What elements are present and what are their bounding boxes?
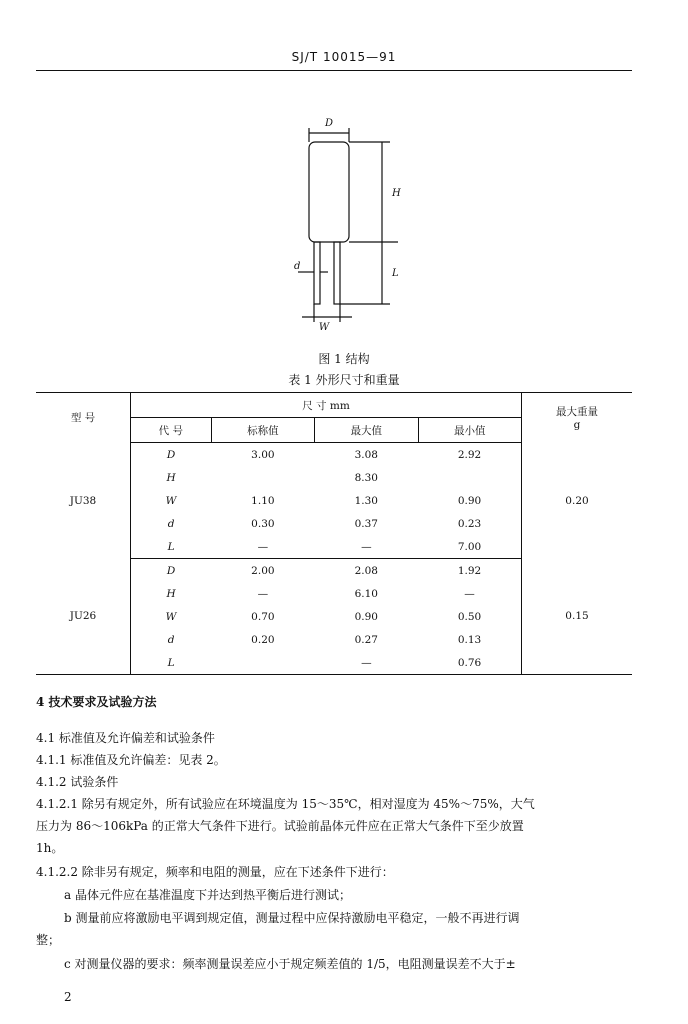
code-cell: W	[165, 610, 177, 623]
weight-cell: 0.15	[522, 559, 633, 675]
header-max: 最大值	[315, 418, 418, 443]
min-cell: 1.92	[457, 564, 482, 577]
code-cell: d	[167, 517, 175, 530]
label-H: H	[392, 188, 401, 199]
model-cell: JU26	[36, 559, 131, 675]
max-cell: 2.08	[354, 564, 378, 577]
header-min: 最小值	[418, 418, 521, 443]
min-cell: 0.76	[418, 651, 521, 675]
max-cell: —	[315, 535, 418, 559]
table-caption: 表 1 外形尺寸和重量	[288, 373, 400, 387]
section-4-heading: 4 技术要求及试验方法	[36, 695, 157, 709]
max-cell: 3.08	[354, 448, 378, 461]
code-cell: d	[167, 633, 175, 646]
item-b-line2: 整；	[36, 933, 61, 947]
model-cell: JU38	[36, 443, 131, 559]
section-4-1-2-1-line2: 压力为 86～106kPa 的正常大气条件下进行。试验前晶体元件应在正常大气条件下至少放置	[36, 819, 524, 833]
lead-right	[334, 242, 340, 304]
min-cell: 0.13	[457, 633, 482, 646]
item-a: a 晶体元件应在基准温度下并达到热平衡后进行测试；	[64, 888, 351, 902]
nominal-cell: —	[257, 587, 269, 600]
min-cell: —	[464, 587, 475, 600]
min-cell: 7.00	[418, 535, 521, 559]
max-cell: —	[315, 651, 418, 675]
max-cell: 0.90	[354, 610, 378, 623]
code-cell: H	[166, 471, 176, 484]
header-weight-unit: g	[573, 419, 581, 432]
label-W: W	[318, 322, 330, 332]
nominal-cell: 2.00	[251, 564, 275, 577]
header-model: 型 号	[36, 393, 131, 443]
running-header: SJ/T 10015—91	[291, 50, 397, 64]
weight-cell: 0.20	[522, 443, 633, 559]
nominal-cell: 0.30	[251, 517, 275, 530]
header-nominal: 标称值	[211, 418, 314, 443]
min-cell: 0.90	[457, 494, 482, 507]
dimensions-table	[36, 392, 632, 675]
max-cell: 6.10	[354, 587, 378, 600]
min-cell	[418, 466, 521, 489]
item-b-line1: b 测量前应将激励电平调到规定值，测量过程中应保持激励电平稳定，一般不再进行调	[64, 911, 520, 925]
code-cell: L	[131, 535, 212, 559]
code-cell: D	[166, 564, 176, 577]
table-row	[36, 443, 632, 467]
section-4-1-2-heading: 4.1.2 试验条件	[36, 775, 119, 789]
nominal-cell: 0.20	[251, 633, 275, 646]
code-cell: W	[165, 494, 177, 507]
section-4-1-2-2: 4.1.2.2 除非另有规定，频率和电阻的测量，应在下述条件下进行：	[36, 865, 394, 879]
label-d: d	[294, 261, 301, 272]
max-cell: 8.30	[354, 471, 378, 484]
nominal-cell: —	[211, 535, 314, 559]
header-weight-label: 最大重量	[556, 406, 598, 419]
code-cell: L	[131, 651, 212, 675]
max-cell: 0.27	[354, 633, 378, 646]
nominal-cell	[211, 651, 314, 675]
page-number: 2	[64, 990, 72, 1004]
figure-caption: 图 1 结构	[318, 352, 370, 366]
section-4-1-1: 4.1.1 标准值及允许偏差：见表 2。	[36, 753, 226, 767]
header-dims: 尺 寸 mm	[131, 393, 522, 418]
section-4-1-2-1-line1: 4.1.2.1 除另有规定外，所有试验应在环境温度为 15～35℃，相对湿度为 45%～75%，大气	[36, 797, 535, 811]
nominal-cell: 0.70	[251, 610, 275, 623]
structure-figure	[280, 112, 410, 332]
min-cell: 0.50	[457, 610, 482, 623]
header-code: 代 号	[131, 418, 212, 443]
min-cell: 2.92	[457, 448, 482, 461]
nominal-cell	[211, 466, 314, 489]
label-D: D	[324, 118, 334, 129]
code-cell: D	[166, 448, 176, 461]
table-row	[36, 559, 632, 583]
code-cell: H	[166, 587, 176, 600]
lead-left	[314, 242, 320, 304]
max-cell: 0.37	[354, 517, 378, 530]
nominal-cell: 3.00	[251, 448, 275, 461]
crystal-body	[309, 142, 349, 242]
header-weight	[522, 393, 633, 443]
nominal-cell: 1.10	[251, 494, 275, 507]
label-L: L	[392, 268, 399, 279]
item-c: c 对测量仪器的要求：频率测量误差应小于规定频差值的 1/5，电阻测量误差不大于±	[64, 957, 516, 971]
max-cell: 1.30	[354, 494, 378, 507]
section-4-1-2-1-line3: 1h。	[36, 841, 64, 855]
header-rule	[36, 70, 632, 71]
min-cell: 0.23	[457, 517, 482, 530]
section-4-1-heading: 4.1 标准值及允许偏差和试验条件	[36, 731, 215, 745]
